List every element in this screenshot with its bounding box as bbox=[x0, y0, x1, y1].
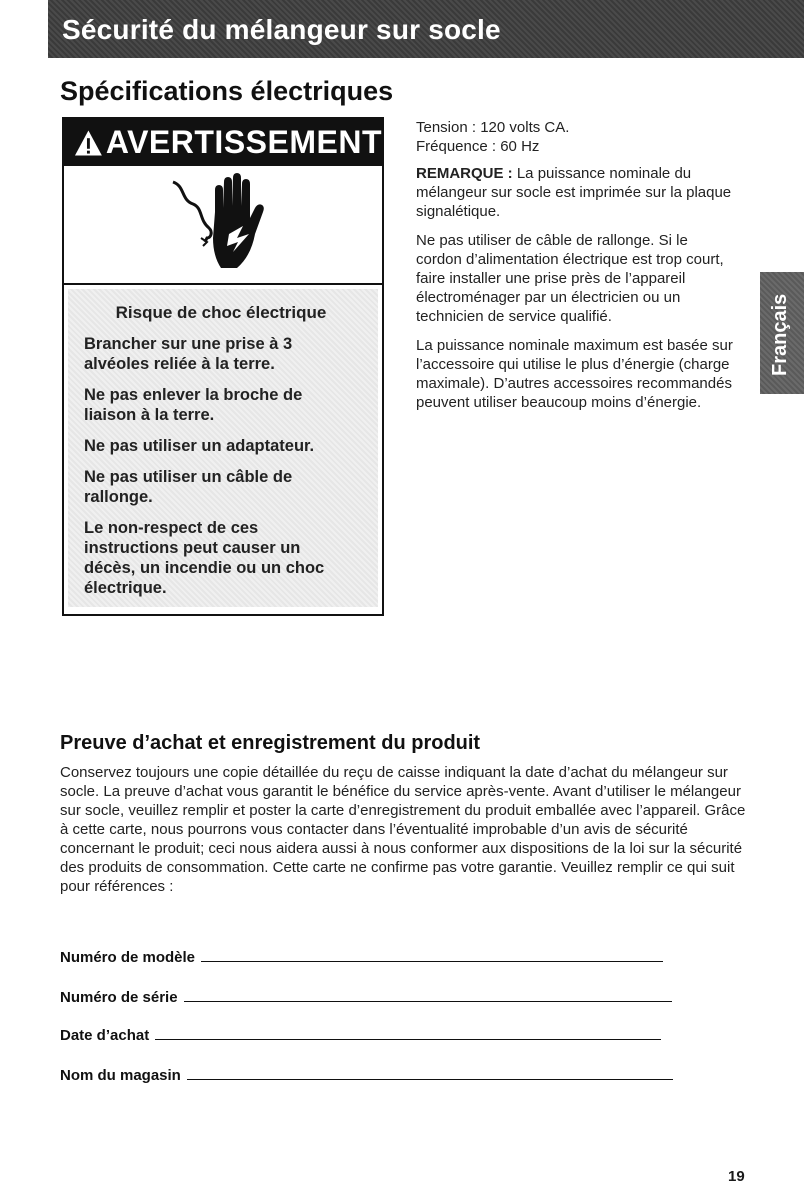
warning-triangle-icon bbox=[74, 129, 103, 157]
frequency: Fréquence : 60 Hz bbox=[416, 138, 540, 155]
electrical-specs-title: Spécifications électriques bbox=[60, 76, 394, 106]
warning-item: Brancher sur une prise à 3 alvéoles reliée à la terre. bbox=[84, 335, 293, 373]
serial-number-row bbox=[60, 982, 700, 1006]
purchase-date-row bbox=[60, 1020, 700, 1044]
note-text: La puissance nominale du mélangeur sur socle est imprimée sur la plaque signalétique. bbox=[416, 165, 732, 220]
electric-shock-hand-icon bbox=[171, 172, 281, 280]
blank-line bbox=[201, 961, 663, 962]
warning-item: Ne pas utiliser un adaptateur. bbox=[84, 437, 315, 455]
field-label: Nom du magasin bbox=[60, 1067, 181, 1084]
blank-line bbox=[184, 1001, 672, 1002]
language-tab-label: Français bbox=[769, 293, 791, 376]
warning-header bbox=[64, 119, 382, 166]
extension-cord-paragraph: Ne pas utiliser de câble de rallonge. Si le cordon d’alimentation électrique est trop court, faire installer une prise près de l’appareil électroménager par un électricien ou un technicien de service qualifié. bbox=[416, 232, 724, 325]
warning-body bbox=[68, 289, 378, 607]
warning-item: Le non-respect de ces instructions peut causer un décès, un incendie ou un choc électrique. bbox=[84, 519, 325, 597]
proof-of-purchase-title: Preuve d’achat et enregistrement du produit bbox=[60, 732, 481, 754]
warning-risk: Risque de choc électrique bbox=[115, 303, 327, 322]
language-tab bbox=[760, 272, 804, 394]
model-number-row bbox=[60, 942, 700, 966]
field-label: Date d’achat bbox=[60, 1027, 150, 1044]
header-title: Sécurité du mélangeur sur socle bbox=[62, 14, 501, 45]
shock-illustration bbox=[64, 166, 382, 285]
voltage: Tension : 120 volts CA. bbox=[416, 119, 570, 136]
blank-line bbox=[155, 1039, 661, 1040]
electrical-spec-text bbox=[416, 118, 736, 422]
max-rating-paragraph: La puissance nominale maximum est basée sur l’accessoire qui utilise le plus d’énergie (charge maximale). D’autres accessoires recommandés peuvent utiliser beaucoup moins d’énergie. bbox=[416, 337, 733, 411]
field-label: Numéro de modèle bbox=[60, 949, 196, 966]
page-number: 19 bbox=[728, 1168, 745, 1185]
warning-header-text: AVERTISSEMENT bbox=[105, 124, 382, 160]
header-bar bbox=[48, 0, 804, 58]
note bbox=[416, 164, 736, 221]
field-label: Numéro de série bbox=[60, 989, 178, 1006]
warning-box bbox=[62, 117, 384, 616]
store-name-row bbox=[60, 1060, 700, 1084]
proof-of-purchase-paragraph: Conservez toujours une copie détaillée du reçu de caisse indiquant la date d’achat du mélangeur sur socle. La preuve d’achat vous garantit le bénéfice du service après-vente. Avant d’utiliser le mélangeur sur socle, veuillez remplir et poster la carte d’enregistrement du produit emballée avec l’appareil. Grâce à cette carte, nous pourrons vous contacter dans l’éventualité improbable d’un avis de sécurité concernant le produit; ceci nous aidera aussi à nous conformer aux dispositions de la loi sur la sécurité des produits de consommation. Cette carte ne confirme pas votre garantie. Veuillez remplir ce qui suit pour références : bbox=[60, 764, 746, 895]
note-label: REMARQUE : bbox=[416, 165, 513, 182]
blank-line bbox=[187, 1079, 673, 1080]
warning-item: Ne pas enlever la broche de liaison à la terre. bbox=[84, 386, 303, 424]
warning-item: Ne pas utiliser un câble de rallonge. bbox=[84, 468, 293, 506]
